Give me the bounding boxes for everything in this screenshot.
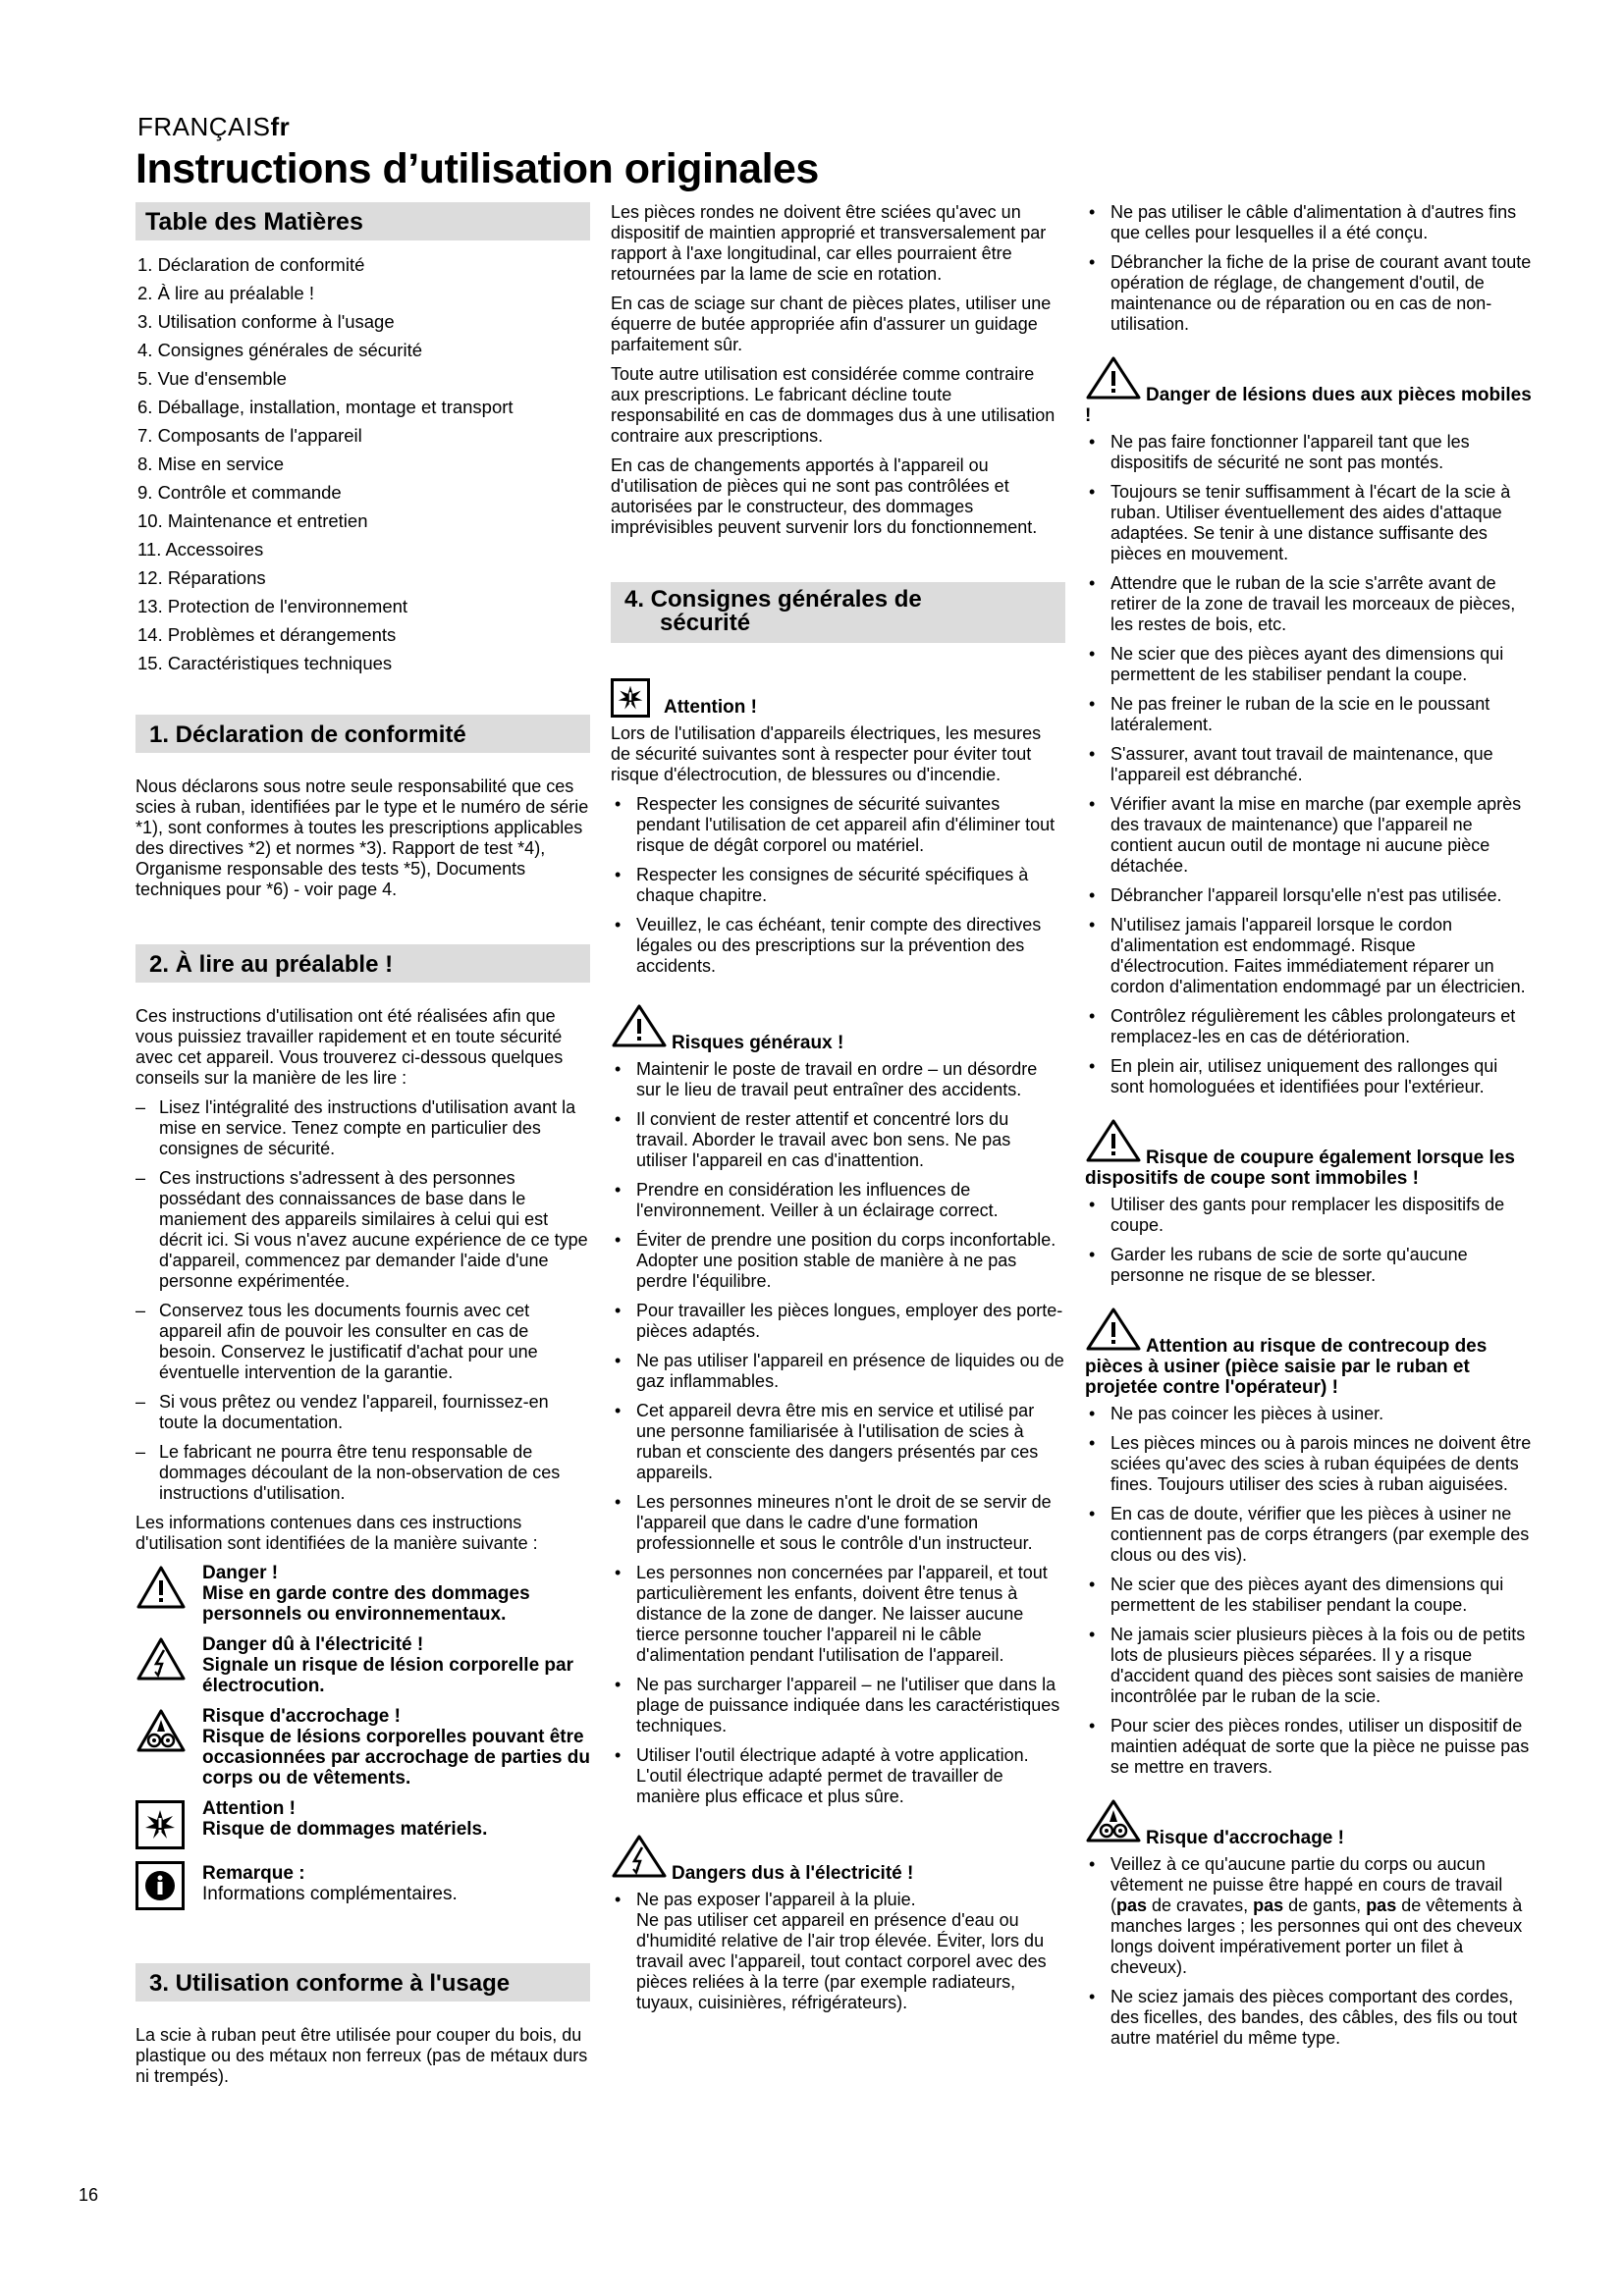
kickback-list bbox=[1085, 1404, 1532, 1778]
warning-triangle-icon bbox=[1085, 355, 1142, 405]
text-segment: de cravates, bbox=[1147, 1896, 1254, 1915]
electric-dangers-text: Ne pas utiliser cet appareil en présence d'eau ou d'humidité relative de l'air trop élevée. Éviter, lors du travail avec l'appareil, tout contact corporel avec des pièces reliées à la terre (par exemple radiateurs, tuyaux, cuisinières, réfrigérateurs). bbox=[636, 1910, 1047, 2012]
list-item: • Respecter les consignes de sécurité suivantes pendant l'utilisation de cet appareil afin d'éliminer tout risque de dégât corporel ou matériel. bbox=[611, 794, 1065, 856]
section-3-p1: La scie à ruban peut être utilisée pour couper du bois, du plastique ou des métaux non ferreux (pas de métaux durs ni trempés). bbox=[135, 2025, 588, 2086]
list-item bbox=[1085, 1854, 1532, 1978]
page-title: Instructions d’utilisation originales bbox=[135, 145, 819, 192]
list-item: – Lisez l'intégralité des instructions d'utilisation avant la mise en service. Tenez compte en particulier des consignes de sécurité. bbox=[135, 1097, 590, 1159]
section-1-text: Nous déclarons sous notre seule responsabilité que ces scies à ruban, identifiées par le type et le numéro de série *1), sont conformes à toutes les prescriptions applicables des directives *2) et normes *3). Rapport de test *4), Organisme responsable des tests *5), Documents techniques pour *6) - voir page 4. bbox=[135, 776, 589, 899]
general-risks-list bbox=[611, 1059, 1065, 1807]
toc-item[interactable]: 2. À lire au préalable ! bbox=[137, 283, 314, 303]
toc-item[interactable]: 3. Utilisation conforme à l'usage bbox=[137, 311, 395, 332]
toc-item[interactable]: 11. Accessoires bbox=[137, 539, 264, 560]
list-item: – Si vous prêtez ou vendez l'appareil, fournissez-en toute la documentation. bbox=[135, 1392, 590, 1433]
list-item: • Contrôlez régulièrement les câbles prolongateurs et remplacez-les en cas de détérioration. bbox=[1085, 1006, 1532, 1047]
column-right bbox=[1085, 202, 1532, 2057]
language-word: FRANÇAIS bbox=[137, 112, 271, 141]
legend-note-desc: Informations complémentaires. bbox=[202, 1884, 458, 1904]
list-item: • Ne pas utiliser le câble d'alimentation à d'autres fins que celles pour lesquelles il a été conçu. bbox=[1085, 202, 1532, 243]
attention-intro: Lors de l'utilisation d'appareils électriques, les mesures de sécurité suivantes sont à respecter pour éviter tout risque d'électrocution, de blessures ou d'incendie. bbox=[611, 723, 1042, 784]
attention-label: Attention ! bbox=[664, 697, 757, 718]
entanglement-hazard-icon bbox=[135, 1706, 202, 1758]
electric-dangers-list-cont bbox=[1085, 202, 1532, 335]
list-item: • Les pièces minces ou à parois minces ne doivent être sciées qu'avec des scies à ruban équipées de dents fines. Toujours utiliser des scies à ruban aiguisées. bbox=[1085, 1433, 1532, 1495]
list-item: • Ne scier que des pièces ayant des dimensions qui permettent de les stabiliser pendant la coupe. bbox=[1085, 644, 1532, 685]
toc-list bbox=[135, 250, 590, 677]
list-item: • Ne pas exposer l'appareil à la pluie. bbox=[611, 1890, 1065, 1910]
list-item: • Ne pas utiliser l'appareil en présence de liquides ou de gaz inflammables. bbox=[611, 1351, 1065, 1392]
cut-risk-label: Risque de coupure également lorsque les dispositifs de coupe sont immobiles ! bbox=[1085, 1148, 1515, 1189]
legend-attention bbox=[135, 1798, 590, 1849]
legend-danger bbox=[135, 1563, 590, 1625]
list-item: • Ne scier que des pièces ayant des dimensions qui permettent de les stabiliser pendant la coupe. bbox=[1085, 1575, 1532, 1616]
warning-triangle-icon bbox=[1085, 1307, 1142, 1357]
section-3-p5: En cas de changements apportés à l'appareil ou d'utilisation de pièces qui ne sont pas contrôlées et autorisées par le constructeur, des dommages imprévisibles peuvent survenir lors du fonctionnement. bbox=[611, 455, 1038, 537]
column-left bbox=[135, 202, 590, 2096]
toc-item[interactable]: 7. Composants de l'appareil bbox=[137, 425, 362, 446]
section-2-list bbox=[135, 1097, 590, 1504]
section-2-intro: Ces instructions d'utilisation ont été réalisées afin que vous puissiez travailler rapidement et en toute sécurité avec cet appareil. Vous trouverez ci-dessous quelques conseils sur la manière de les lire : bbox=[135, 1006, 564, 1088]
section-3-p3: En cas de sciage sur chant de pièces plates, utiliser une équerre de butée appropriée afin d'assurer un guidage parfaitement sûr. bbox=[611, 294, 1052, 354]
list-item: • Cet appareil devra être mis en service et utilisé par une personne familiarisée à l'utilisation de scies à ruban et consciente des dangers présentés par ces appareils. bbox=[611, 1401, 1065, 1483]
warning-triangle-icon bbox=[611, 1003, 668, 1053]
electric-hazard-icon bbox=[611, 1834, 668, 1884]
toc-item[interactable]: 10. Maintenance et entretien bbox=[137, 510, 368, 531]
list-item: • Les personnes non concernées par l'appareil, et tout particulièrement les enfants, doivent être tenus à distance de la zone de danger. Ne laisser aucune tierce personne toucher l'appareil ni le câble d'alimentation pendant l'utilisation de l'appareil. bbox=[611, 1563, 1065, 1666]
list-item: • Utiliser des gants pour remplacer les dispositifs de coupe. bbox=[1085, 1195, 1532, 1236]
legend-danger-desc: Mise en garde contre des dommages personnels ou environnementaux. bbox=[202, 1583, 530, 1625]
list-item: • Veuillez, le cas échéant, tenir compte des directives légales ou des prescriptions sur la prévention des accidents. bbox=[611, 915, 1065, 977]
language-label bbox=[137, 112, 290, 142]
list-item: • Il convient de rester attentif et concentré lors du travail. Aborder le travail avec bon sens. Ne pas utiliser l'appareil en cas d'inattention. bbox=[611, 1109, 1065, 1171]
electric-dangers-heading bbox=[611, 1834, 1065, 1884]
toc-item[interactable]: 9. Contrôle et commande bbox=[137, 482, 342, 503]
toc-item[interactable]: 14. Problèmes et dérangements bbox=[137, 624, 397, 645]
toc-item[interactable]: 12. Réparations bbox=[137, 567, 266, 588]
symbol-legend bbox=[135, 1563, 590, 1910]
cut-risk-list bbox=[1085, 1195, 1532, 1286]
section-4-heading-line2: sécurité bbox=[660, 610, 751, 636]
entanglement-heading bbox=[1085, 1798, 1532, 1848]
section-4-heading bbox=[611, 582, 1065, 643]
list-item: • Utiliser l'outil électrique adapté à votre application. L'outil électrique adapté permet de travailler de manière plus efficace et plus sûre. bbox=[611, 1745, 1065, 1807]
list-item: • Débrancher l'appareil lorsqu'elle n'est pas utilisée. bbox=[1085, 885, 1532, 906]
list-item: – Ces instructions s'adressent à des personnes possédant des connaissances de base dans le maniement des appareils similaires à celui qui est décrit ici. Si vous n'avez aucune expérience de ce type d'appareil, commencez par demander l'aide d'une personne expérimentée. bbox=[135, 1168, 590, 1292]
legend-entangle-desc: Risque de lésions corporelles pouvant être occasionnées par accrochage de parties du corps ou de vêtements. bbox=[202, 1727, 590, 1789]
list-item: • Ne pas faire fonctionner l'appareil tant que les dispositifs de sécurité ne sont pas montés. bbox=[1085, 432, 1532, 473]
section-3-heading: 3. Utilisation conforme à l'usage bbox=[135, 1963, 590, 2002]
section-4-heading-line1: 4. Consignes générales de bbox=[624, 586, 922, 613]
list-item: • Ne jamais scier plusieurs pièces à la fois ou de petits lots de plusieurs pièces séparées. Il y a risque d'accident quand des pièces sont saisies de manière incontrôlée par le ruban de la scie. bbox=[1085, 1625, 1532, 1707]
list-item: • Ne pas coincer les pièces à usiner. bbox=[1085, 1404, 1532, 1424]
column-middle bbox=[611, 202, 1065, 2022]
list-item: – Le fabricant ne pourra être tenu responsable de dommages découlant de la non-observation de ces instructions d'utilisation. bbox=[135, 1442, 590, 1504]
cut-risk-heading bbox=[1085, 1118, 1532, 1189]
list-item: • Maintenir le poste de travail en ordre – un désordre sur le lieu de travail peut entraîner des accidents. bbox=[611, 1059, 1065, 1100]
toc-item[interactable]: 13. Protection de l'environnement bbox=[137, 596, 408, 616]
list-item: • Attendre que le ruban de la scie s'arrête avant de retirer de la zone de travail les morceaux de pièces, les restes de bois, etc. bbox=[1085, 573, 1532, 635]
list-item: • Pour travailler les pièces longues, employer des porte-pièces adaptés. bbox=[611, 1301, 1065, 1342]
list-item: • S'assurer, avant tout travail de maintenance, que l'appareil est débranché. bbox=[1085, 744, 1532, 785]
list-item: • Vérifier avant la mise en marche (par exemple après des travaux de maintenance) que l'appareil ne contient aucun outil de montage ni aucune pièce détachée. bbox=[1085, 794, 1532, 877]
legend-note-title: Remarque : bbox=[202, 1863, 305, 1884]
section-2-heading: 2. À lire au préalable ! bbox=[135, 944, 590, 983]
moving-parts-list bbox=[1085, 432, 1532, 1097]
list-item: • Prendre en considération les influences de l'environnement. Veiller à un éclairage correct. bbox=[611, 1180, 1065, 1221]
entanglement-list bbox=[1085, 1854, 1532, 2049]
attention-square-icon bbox=[611, 678, 650, 718]
toc-item[interactable]: 1. Déclaration de conformité bbox=[137, 254, 365, 275]
attention-heading bbox=[611, 678, 1065, 718]
kickback-label: Attention au risque de contrecoup des pièces à usiner (pièce saisie par le ruban et projetée contre l'opérateur) ! bbox=[1085, 1336, 1488, 1398]
list-item: • En cas de doute, vérifier que les pièces à usiner ne contiennent pas de corps étrangers (par exemple des clous ou des vis). bbox=[1085, 1504, 1532, 1566]
section-1-heading: 1. Déclaration de conformité bbox=[135, 715, 590, 753]
toc-item[interactable]: 8. Mise en service bbox=[137, 454, 285, 474]
list-item: • Ne pas surcharger l'appareil – ne l'utiliser que dans la plage de puissance indiquée dans les caractéristiques techniques. bbox=[611, 1675, 1065, 1736]
legend-attention-title: Attention ! bbox=[202, 1798, 296, 1819]
toc-item[interactable]: 5. Vue d'ensemble bbox=[137, 368, 287, 389]
electric-dangers-list bbox=[611, 1890, 1065, 1910]
toc-item[interactable]: 15. Caractéristiques techniques bbox=[137, 653, 393, 673]
text-segment: de vêtements à manches larges ; les personnes qui ont des cheveux longs doivent impérativement porter un filet à cheveux). bbox=[1110, 1896, 1523, 1977]
emphasis: pas bbox=[1116, 1896, 1148, 1915]
general-risks-label: Risques généraux ! bbox=[672, 1033, 844, 1053]
info-icon bbox=[135, 1859, 202, 1910]
legend-attention-desc: Risque de dommages matériels. bbox=[202, 1819, 488, 1840]
warning-triangle-icon bbox=[1085, 1118, 1142, 1168]
list-item: • En plein air, utilisez uniquement des rallonges qui sont homologuées et identifiées pour l'extérieur. bbox=[1085, 1056, 1532, 1097]
list-item: • Éviter de prendre une position du corps inconfortable. Adopter une position stable de manière à ne pas perdre l'équilibre. bbox=[611, 1230, 1065, 1292]
entanglement-hazard-icon bbox=[1085, 1798, 1142, 1848]
electric-hazard-icon bbox=[135, 1634, 202, 1686]
warning-triangle-icon bbox=[135, 1563, 202, 1615]
list-item: • Ne sciez jamais des pièces comportant des cordes, des ficelles, des bandes, des câbles, des fils ou tout autre matériel du même type. bbox=[1085, 1987, 1532, 2049]
language-code: fr bbox=[270, 112, 291, 141]
text-segment: Veillez à ce qu'aucune partie du corps ou aucun vêtement ne puisse être happé en cours de travail ( bbox=[1110, 1854, 1503, 1915]
legend-electric-desc: Signale un risque de lésion corporelle par électrocution. bbox=[202, 1655, 573, 1696]
section-3-p2: Les pièces rondes ne doivent être sciées qu'avec un dispositif de maintien approprié et transversalement par rapport à l'axe longitudinal, car elles pourraient être retournées par la lame de scie en rotation. bbox=[611, 202, 1047, 284]
list-item: • Pour scier des pièces rondes, utiliser un dispositif de maintien adéquat de sorte que la pièce ne puisse pas se mettre en travers. bbox=[1085, 1716, 1532, 1778]
legend-electric bbox=[135, 1634, 590, 1696]
text-segment: de gants, bbox=[1283, 1896, 1367, 1915]
general-risks-heading bbox=[611, 1003, 1065, 1053]
moving-parts-heading bbox=[1085, 355, 1532, 426]
electric-dangers-label: Dangers dus à l'électricité ! bbox=[672, 1863, 914, 1884]
kickback-heading bbox=[1085, 1307, 1532, 1398]
legend-note bbox=[135, 1859, 590, 1910]
section-3-p4: Toute autre utilisation est considérée comme contraire aux prescriptions. Le fabricant décline toute responsabilité en cas de dommages dus à une utilisation contraire aux prescriptions. bbox=[611, 364, 1056, 446]
list-item: • N'utilisez jamais l'appareil lorsque le cordon d'alimentation est endommagé. Risque d'électrocution. Faites immédiatement réparer un cordon d'alimentation endommagé par un électricien. bbox=[1085, 915, 1532, 997]
attention-list bbox=[611, 794, 1065, 977]
emphasis: pas bbox=[1253, 1896, 1284, 1915]
moving-parts-label: Danger de lésions dues aux pièces mobiles ! bbox=[1085, 385, 1532, 426]
list-item: – Conservez tous les documents fournis avec cet appareil afin de pouvoir les consulter en cas de besoin. Conservez le justificatif d'achat pour une éventuelle intervention de la garantie. bbox=[135, 1301, 590, 1383]
page-number: 16 bbox=[79, 2185, 99, 2205]
entanglement-label: Risque d'accrochage ! bbox=[1146, 1828, 1344, 1848]
toc-heading: Table des Matières bbox=[135, 202, 590, 240]
list-item: • Les personnes mineures n'ont le droit de se servir de l'appareil que dans le cadre d'une formation professionnelle et sous le contrôle d'un instructeur. bbox=[611, 1492, 1065, 1554]
list-item: • Débrancher la fiche de la prise de courant avant toute opération de réglage, de changement d'outil, de maintenance ou de réparation ou en cas de non-utilisation. bbox=[1085, 252, 1532, 335]
legend-intro: Les informations contenues dans ces instructions d'utilisation sont identifiées de la manière suivante : bbox=[135, 1513, 538, 1553]
legend-danger-title: Danger ! bbox=[202, 1563, 279, 1583]
legend-entangle bbox=[135, 1706, 590, 1789]
legend-entangle-title: Risque d'accrochage ! bbox=[202, 1706, 401, 1727]
list-item: • Toujours se tenir suffisamment à l'écart de la scie à ruban. Utiliser éventuellement des aides d'attaque adaptées. Se tenir à une distance suffisante des pièces en mouvement. bbox=[1085, 482, 1532, 564]
legend-electric-title: Danger dû à l'électricité ! bbox=[202, 1634, 424, 1655]
list-item: • Respecter les consignes de sécurité spécifiques à chaque chapitre. bbox=[611, 865, 1065, 906]
toc-item[interactable]: 6. Déballage, installation, montage et transport bbox=[137, 397, 514, 417]
emphasis: pas bbox=[1366, 1896, 1397, 1915]
toc-item[interactable]: 4. Consignes générales de sécurité bbox=[137, 340, 423, 360]
list-item: • Garder les rubans de scie de sorte qu'aucune personne ne risque de se blesser. bbox=[1085, 1245, 1532, 1286]
list-item: • Ne pas freiner le ruban de la scie en le poussant latéralement. bbox=[1085, 694, 1532, 735]
attention-square-icon bbox=[135, 1798, 202, 1849]
